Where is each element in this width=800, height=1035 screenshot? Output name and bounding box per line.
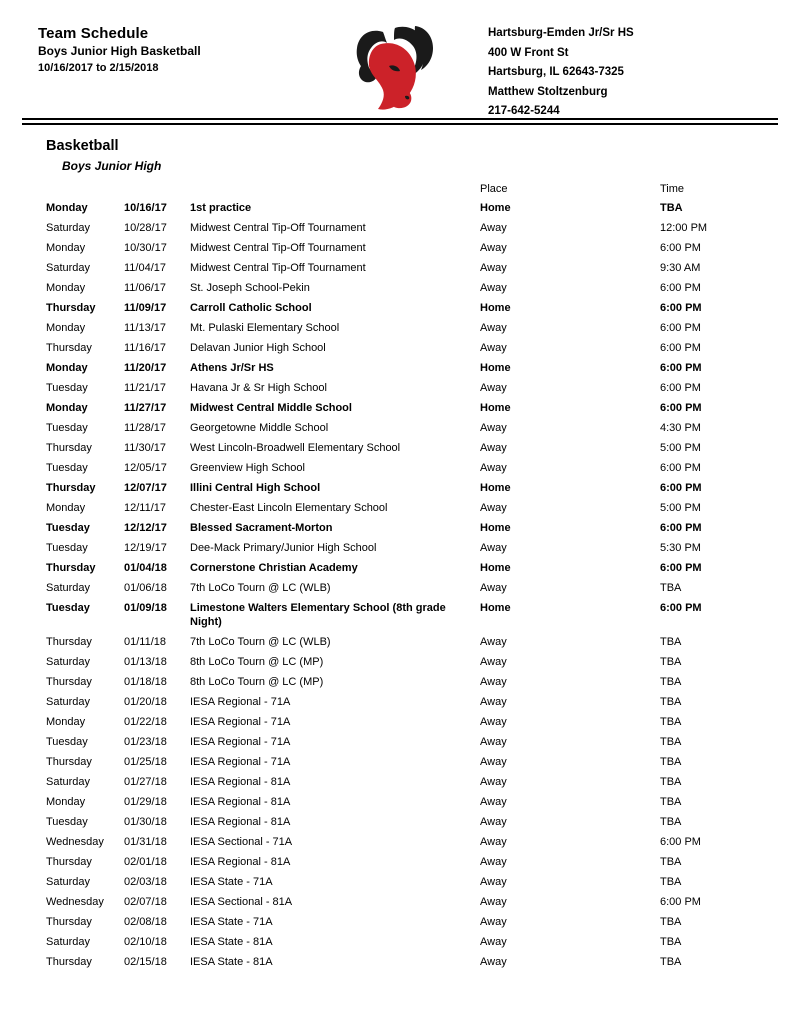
cell-place: Away <box>480 736 507 748</box>
column-header-time: Time <box>660 183 685 195</box>
table-row <box>46 258 776 278</box>
cell-day: Wednesday <box>46 836 104 848</box>
cell-place: Away <box>480 582 507 594</box>
cell-date: 01/20/18 <box>124 696 167 708</box>
cell-day: Thursday <box>46 302 96 314</box>
ram-head-mascot-logo <box>345 22 441 114</box>
cell-time: TBA <box>660 956 682 968</box>
cell-place: Home <box>480 362 511 374</box>
cell-date: 02/03/18 <box>124 876 167 888</box>
school-logo <box>328 22 458 114</box>
table-row <box>46 338 776 358</box>
cell-date: 11/16/17 <box>124 342 167 354</box>
table-row <box>46 358 776 378</box>
cell-date: 01/13/18 <box>124 656 167 668</box>
cell-date: 12/07/17 <box>124 482 167 494</box>
cell-place: Away <box>480 956 507 968</box>
cell-time: 6:00 PM <box>660 362 702 374</box>
table-row <box>46 672 776 692</box>
cell-time: 6:00 PM <box>660 402 702 414</box>
cell-opponent: Blessed Sacrament-Morton <box>190 522 333 534</box>
table-row <box>46 812 776 832</box>
cell-day: Saturday <box>46 656 91 668</box>
cell-date: 11/09/17 <box>124 302 167 314</box>
cell-opponent: Mt. Pulaski Elementary School <box>190 322 340 334</box>
sport-name: Basketball <box>46 138 119 154</box>
cell-time: TBA <box>660 776 682 788</box>
cell-place: Away <box>480 282 507 294</box>
table-row <box>46 298 776 318</box>
contact-name: Matthew Stoltzenburg <box>488 85 608 98</box>
cell-time: 6:00 PM <box>660 602 702 614</box>
cell-place: Home <box>480 302 511 314</box>
cell-opponent: IESA Regional - 71A <box>190 696 291 708</box>
cell-date: 01/06/18 <box>124 582 167 594</box>
table-row <box>46 498 776 518</box>
table-row <box>46 792 776 812</box>
cell-place: Away <box>480 676 507 688</box>
cell-day: Thursday <box>46 636 92 648</box>
cell-day: Thursday <box>46 442 92 454</box>
cell-date: 11/13/17 <box>124 322 167 334</box>
cell-time: TBA <box>660 656 682 668</box>
cell-day: Saturday <box>46 582 91 594</box>
cell-date: 11/21/17 <box>124 382 167 394</box>
cell-opponent: 8th LoCo Tourn @ LC (MP) <box>190 656 324 668</box>
cell-date: 01/23/18 <box>124 736 167 748</box>
table-row <box>46 278 776 298</box>
cell-opponent: IESA Regional - 81A <box>190 796 291 808</box>
cell-place: Home <box>480 202 511 214</box>
cell-time: 6:00 PM <box>660 322 701 334</box>
cell-date: 11/30/17 <box>124 442 167 454</box>
table-row <box>46 238 776 258</box>
cell-place: Away <box>480 502 507 514</box>
table-row <box>46 418 776 438</box>
cell-day: Tuesday <box>46 422 88 434</box>
cell-time: 6:00 PM <box>660 382 701 394</box>
cell-time: 5:00 PM <box>660 502 701 514</box>
cell-place: Home <box>480 482 511 494</box>
cell-day: Tuesday <box>46 382 88 394</box>
column-header-day <box>46 182 124 198</box>
table-row <box>46 632 776 652</box>
cell-time: TBA <box>660 676 682 688</box>
cell-time: TBA <box>660 876 682 888</box>
table-row <box>46 598 776 632</box>
cell-day: Tuesday <box>46 522 90 534</box>
cell-opponent: IESA Regional - 71A <box>190 756 291 768</box>
table-row <box>46 378 776 398</box>
schedule-table <box>46 182 776 972</box>
table-row <box>46 692 776 712</box>
cell-date: 02/15/18 <box>124 956 167 968</box>
cell-date: 10/16/17 <box>124 202 167 214</box>
cell-time: 6:00 PM <box>660 302 702 314</box>
cell-opponent: Midwest Central Middle School <box>190 402 352 414</box>
cell-place: Away <box>480 542 507 554</box>
cell-opponent: Havana Jr & Sr High School <box>190 382 327 394</box>
cell-day: Thursday <box>46 342 92 354</box>
cell-day: Monday <box>46 502 86 514</box>
table-row <box>46 852 776 872</box>
cell-place: Home <box>480 562 511 574</box>
cell-day: Monday <box>46 282 86 294</box>
cell-day: Thursday <box>46 562 96 574</box>
cell-date: 01/04/18 <box>124 562 167 574</box>
cell-time: 6:00 PM <box>660 836 701 848</box>
cell-opponent: IESA State - 81A <box>190 956 273 968</box>
cell-day: Monday <box>46 202 88 214</box>
cell-day: Thursday <box>46 956 92 968</box>
table-row <box>46 912 776 932</box>
cell-opponent: Carroll Catholic School <box>190 302 312 314</box>
cell-date: 11/04/17 <box>124 262 167 274</box>
cell-date: 01/11/18 <box>124 636 167 648</box>
cell-time: TBA <box>660 816 682 828</box>
cell-opponent: IESA Sectional - 81A <box>190 896 293 908</box>
cell-day: Monday <box>46 796 86 808</box>
season-date-range: 10/16/2017 to 2/15/2018 <box>38 62 159 74</box>
team-subtitle: Boys Junior High Basketball <box>38 44 201 58</box>
cell-opponent: Midwest Central Tip-Off Tournament <box>190 222 366 234</box>
table-row <box>46 398 776 418</box>
cell-place: Away <box>480 936 507 948</box>
cell-day: Tuesday <box>46 736 88 748</box>
cell-place: Away <box>480 896 507 908</box>
cell-place: Away <box>480 776 507 788</box>
table-row <box>46 732 776 752</box>
cell-time: 6:00 PM <box>660 462 701 474</box>
table-row <box>46 478 776 498</box>
table-row <box>46 752 776 772</box>
cell-opponent: Dee-Mack Primary/Junior High School <box>190 542 377 554</box>
cell-time: 6:00 PM <box>660 282 701 294</box>
cell-opponent: West Lincoln-Broadwell Elementary School <box>190 442 401 454</box>
cell-date: 12/12/17 <box>124 522 167 534</box>
cell-opponent: Midwest Central Tip-Off Tournament <box>190 242 366 254</box>
cell-opponent: Limestone Walters Elementary School (8th grade Night) <box>190 602 446 628</box>
cell-place: Away <box>480 242 507 254</box>
school-city-state-zip: Hartsburg, IL 62643-7325 <box>488 66 624 78</box>
cell-day: Saturday <box>46 936 91 948</box>
cell-place: Away <box>480 342 507 354</box>
table-row <box>46 892 776 912</box>
cell-date: 11/20/17 <box>124 362 167 374</box>
cell-time: TBA <box>660 756 682 768</box>
cell-opponent: IESA Regional - 71A <box>190 736 291 748</box>
cell-place: Away <box>480 836 507 848</box>
cell-date: 02/01/18 <box>124 856 167 868</box>
table-row <box>46 832 776 852</box>
cell-place: Home <box>480 522 511 534</box>
table-row <box>46 458 776 478</box>
table-row <box>46 872 776 892</box>
cell-opponent: Cornerstone Christian Academy <box>190 562 358 574</box>
cell-day: Saturday <box>46 876 91 888</box>
cell-time: 5:00 PM <box>660 442 701 454</box>
cell-date: 11/28/17 <box>124 422 167 434</box>
cell-day: Thursday <box>46 482 96 494</box>
cell-time: TBA <box>660 582 682 594</box>
cell-time: 6:00 PM <box>660 342 701 354</box>
cell-place: Away <box>480 262 507 274</box>
cell-opponent: St. Joseph School-Pekin <box>190 282 310 294</box>
cell-opponent: Chester-East Lincoln Elementary School <box>190 502 388 514</box>
cell-place: Away <box>480 696 507 708</box>
cell-time: 4:30 PM <box>660 422 701 434</box>
cell-time: TBA <box>660 736 682 748</box>
cell-time: TBA <box>660 716 682 728</box>
table-header-row <box>46 182 776 198</box>
cell-day: Tuesday <box>46 542 88 554</box>
sport-heading-block <box>0 125 800 176</box>
cell-place: Away <box>480 856 507 868</box>
school-address: 400 W Front St <box>488 46 569 59</box>
cell-time: TBA <box>660 916 682 928</box>
cell-date: 01/09/18 <box>124 602 167 614</box>
cell-time: TBA <box>660 936 682 948</box>
cell-opponent: IESA State - 71A <box>190 876 273 888</box>
cell-place: Away <box>480 322 507 334</box>
cell-date: 01/18/18 <box>124 676 167 688</box>
schedule-table-body <box>46 198 776 972</box>
cell-time: TBA <box>660 636 682 648</box>
cell-opponent: 8th LoCo Tourn @ LC (MP) <box>190 676 324 688</box>
cell-place: Away <box>480 422 507 434</box>
cell-time: 6:00 PM <box>660 896 701 908</box>
cell-date: 01/22/18 <box>124 716 167 728</box>
cell-time: 5:30 PM <box>660 542 701 554</box>
column-header-opponent <box>190 182 480 198</box>
cell-time: 6:00 PM <box>660 482 702 494</box>
cell-opponent: IESA Regional - 81A <box>190 776 291 788</box>
cell-time: 6:00 PM <box>660 242 701 254</box>
cell-place: Away <box>480 222 507 234</box>
cell-date: 01/31/18 <box>124 836 167 848</box>
cell-day: Tuesday <box>46 602 90 614</box>
cell-time: 6:00 PM <box>660 562 702 574</box>
cell-day: Monday <box>46 362 88 374</box>
page-title: Team Schedule <box>38 25 149 42</box>
cell-date: 10/28/17 <box>124 222 167 234</box>
cell-date: 01/25/18 <box>124 756 167 768</box>
table-row <box>46 318 776 338</box>
cell-date: 12/11/17 <box>124 502 167 514</box>
cell-opponent: IESA State - 81A <box>190 936 273 948</box>
table-row <box>46 578 776 598</box>
table-row <box>46 218 776 238</box>
cell-time: 6:00 PM <box>660 522 702 534</box>
cell-day: Monday <box>46 402 88 414</box>
cell-opponent: 7th LoCo Tourn @ LC (WLB) <box>190 636 331 648</box>
table-row <box>46 518 776 538</box>
cell-time: 12:00 PM <box>660 222 708 234</box>
column-header-date <box>124 182 190 198</box>
cell-date: 11/06/17 <box>124 282 167 294</box>
contact-phone: 217-642-5244 <box>488 105 560 117</box>
table-row <box>46 932 776 952</box>
cell-opponent: IESA Regional - 71A <box>190 716 291 728</box>
cell-day: Thursday <box>46 856 92 868</box>
cell-date: 02/07/18 <box>124 896 167 908</box>
cell-opponent: 1st practice <box>190 202 252 214</box>
cell-opponent: Georgetowne Middle School <box>190 422 329 434</box>
table-row <box>46 438 776 458</box>
cell-date: 02/08/18 <box>124 916 167 928</box>
cell-opponent: IESA Regional - 81A <box>190 856 291 868</box>
cell-day: Saturday <box>46 776 91 788</box>
cell-date: 11/27/17 <box>124 402 167 414</box>
cell-opponent: IESA State - 71A <box>190 916 273 928</box>
cell-date: 12/05/17 <box>124 462 167 474</box>
cell-date: 01/30/18 <box>124 816 167 828</box>
cell-opponent: IESA Sectional - 71A <box>190 836 293 848</box>
cell-day: Monday <box>46 716 86 728</box>
cell-date: 01/29/18 <box>124 796 167 808</box>
cell-place: Away <box>480 462 507 474</box>
cell-opponent: 7th LoCo Tourn @ LC (WLB) <box>190 582 331 594</box>
cell-day: Monday <box>46 322 86 334</box>
school-info-block <box>458 22 770 122</box>
cell-place: Away <box>480 916 507 928</box>
cell-date: 10/30/17 <box>124 242 167 254</box>
cell-day: Monday <box>46 242 86 254</box>
cell-day: Thursday <box>46 916 92 928</box>
cell-date: 12/19/17 <box>124 542 167 554</box>
cell-time: 9:30 AM <box>660 262 701 274</box>
cell-day: Tuesday <box>46 816 88 828</box>
cell-date: 02/10/18 <box>124 936 167 948</box>
column-header-place: Place <box>480 183 508 195</box>
cell-opponent: IESA Regional - 81A <box>190 816 291 828</box>
sport-level: Boys Junior High <box>62 159 162 173</box>
cell-date: 01/27/18 <box>124 776 167 788</box>
cell-place: Away <box>480 816 507 828</box>
cell-place: Home <box>480 402 511 414</box>
table-row <box>46 198 776 218</box>
cell-day: Thursday <box>46 676 92 688</box>
cell-opponent: Midwest Central Tip-Off Tournament <box>190 262 366 274</box>
cell-time: TBA <box>660 856 682 868</box>
cell-place: Away <box>480 442 507 454</box>
table-row <box>46 652 776 672</box>
cell-opponent: Illini Central High School <box>190 482 321 494</box>
cell-place: Home <box>480 602 511 614</box>
cell-day: Thursday <box>46 756 92 768</box>
cell-day: Saturday <box>46 222 91 234</box>
table-row <box>46 712 776 732</box>
cell-time: TBA <box>660 796 682 808</box>
header-title-block <box>38 22 328 77</box>
cell-place: Away <box>480 876 507 888</box>
cell-opponent: Athens Jr/Sr HS <box>190 362 274 374</box>
cell-time: TBA <box>660 202 683 214</box>
cell-place: Away <box>480 382 507 394</box>
cell-opponent: Delavan Junior High School <box>190 342 326 354</box>
cell-place: Away <box>480 636 507 648</box>
cell-place: Away <box>480 716 507 728</box>
cell-place: Away <box>480 796 507 808</box>
cell-day: Saturday <box>46 262 91 274</box>
cell-place: Away <box>480 656 507 668</box>
table-row <box>46 558 776 578</box>
table-row <box>46 538 776 558</box>
document-header <box>0 0 800 118</box>
cell-time: TBA <box>660 696 682 708</box>
cell-day: Tuesday <box>46 462 88 474</box>
cell-opponent: Greenview High School <box>190 462 305 474</box>
cell-place: Away <box>480 756 507 768</box>
table-row <box>46 772 776 792</box>
school-name: Hartsburg-Emden Jr/Sr HS <box>488 27 634 39</box>
cell-day: Saturday <box>46 696 91 708</box>
cell-day: Wednesday <box>46 896 104 908</box>
table-row <box>46 952 776 972</box>
